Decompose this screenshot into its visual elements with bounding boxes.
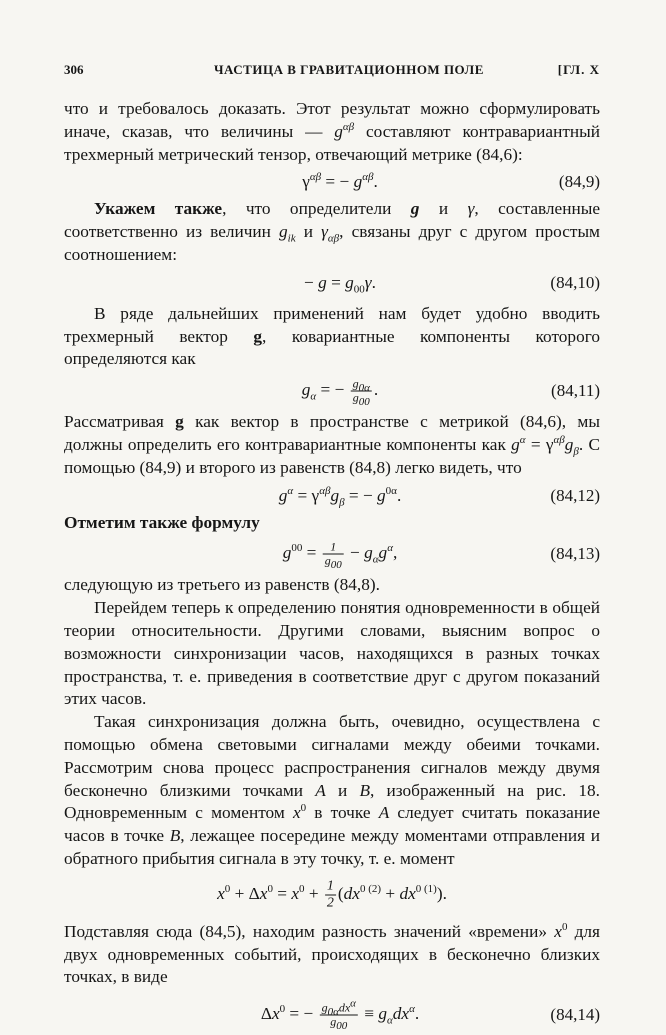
chapter-label: [ГЛ. X <box>557 62 600 77</box>
paragraph-5: Отметим также формулу <box>64 512 260 532</box>
equation-84-10-formula: − $g = g_{00}\gamma$. <box>304 272 376 296</box>
equation-time-moment-formula: $x^0 + \Delta x^0 = x^0$ + $\frac{1}{2}$ $(dx^{0 (2)} + dx^{0 (1)})$. <box>217 878 447 911</box>
equation-84-11-formula: $g_\alpha$ = − $\frac{g_{0\alpha}}{g_{00}}$ . <box>301 376 379 409</box>
equation-84-13-formula: $g^{00}$ = $\frac{1}{g_{00}}$ − $g_\alpha g^\alpha$, <box>282 539 398 572</box>
paragraph-7: Перейдем теперь к определению понятия одновременности в общей теории относительности. Другими словами, выясним вопрос о возможности синхронизации часов, находящихся в разных точках пространства, т. е. приведения в соответствие друг с другом показаний этих часов. <box>64 598 600 709</box>
page-header <box>64 62 600 82</box>
equation-84-14-formula: $\Delta x^0$ = − $\frac{g_{0\alpha}dx^\alpha}{g_{00}}$ ≡ $g_\alpha dx^\alpha$. <box>260 997 420 1032</box>
equation-84-9-formula: $\gamma^{\alpha\beta}$ = − $g^{\alpha\beta}$. <box>302 171 378 192</box>
equation-time-moment <box>64 875 600 915</box>
paragraph-1: что и требовалось доказать. Этот результат можно сформулировать иначе, сказав, что величины — $g^{\alpha\beta}$ составляют контравариантный трехмерный метрический тензор, отвечающий метрике (84,6): <box>64 99 601 164</box>
equation-84-11 <box>64 371 600 411</box>
equation-84-9 <box>64 166 600 198</box>
paragraph-8: Такая синхронизация должна быть, очевидно, осуществлена с помощью обмена световыми сигналами между обеими точками. Рассмотрим снова процесс распространения сигналов между двумя бесконечно близкими точками A и B, изображенный на рис. 18. Одновременным с моментом $x^0$ в точке A следует считать показание часов в точке B, лежащее посередине между моментами отправления и обратного прибытия сигнала в эту точку, т. е. момент <box>64 712 601 868</box>
equation-84-12-formula: $g^\alpha = \gamma^{\alpha\beta}g_\beta$ = − $g^{0\alpha}$. <box>278 484 402 509</box>
paragraph-9: Подставляя сюда (84,5), находим разность значений «времени» $x^0$ для двух одновременных событий, происходящих в бесконечно близких точках, в виде <box>64 920 601 987</box>
paragraph-6: следующую из третьего из равенств (84,8). <box>64 575 380 595</box>
page-number: 306 <box>64 62 84 77</box>
equation-number: (84,11) <box>551 381 600 401</box>
inline-formula: $g^\alpha = \gamma^{\alpha\beta}g_\beta$ <box>511 434 579 458</box>
equation-84-10 <box>64 267 600 299</box>
paragraph-3: В ряде дальнейших применений нам будет удобно вводить трехмерный вектор g, ковариантные компоненты которого определяются как <box>64 303 601 369</box>
equation-number: (84,9) <box>558 172 600 192</box>
equation-84-14 <box>64 995 600 1035</box>
paragraph-2: Укажем также, что определители g и γ, составленные соответственно из величин $g_{ik}$ и $\gamma_{\alpha\beta}$, связаны друг с другом простым соотношением: <box>64 199 600 264</box>
equation-number: (84,13) <box>550 544 600 564</box>
paragraph-4: Рассматривая g как вектор в пространстве с метрикой (84,6), мы должны определить его контравариантные компоненты как $g^\alpha = \gamma^{\alpha\beta}g_\beta$. С помощью (84,9) и второго из равенств (84,8) легко видеть, что <box>64 412 600 477</box>
equation-number: (84,10) <box>550 272 600 292</box>
equation-number: (84,12) <box>550 485 600 505</box>
equation-84-12 <box>64 480 600 512</box>
running-title: ЧАСТИЦА В ГРАВИТАЦИОННОМ ПОЛЕ <box>214 62 484 77</box>
page-body <box>64 98 600 1035</box>
equation-number: (84,14) <box>550 1005 600 1025</box>
equation-84-13 <box>64 534 600 574</box>
